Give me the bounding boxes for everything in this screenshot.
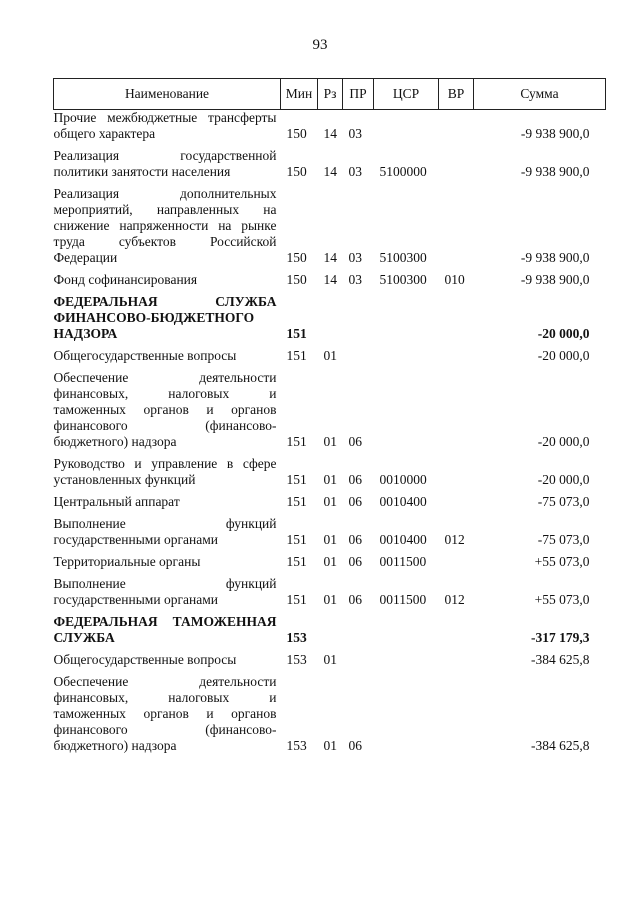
cell-min: 150 [286, 250, 307, 265]
cell-pr: 06 [348, 434, 362, 449]
cell-rz [318, 614, 343, 646]
row-spacer [54, 754, 606, 760]
cell-sum: -384 625,8 [531, 738, 590, 753]
cell-min: 151 [286, 554, 307, 569]
table-row [54, 370, 606, 450]
cell-pr [343, 614, 374, 646]
cell-rz: 14 [323, 126, 337, 141]
header-name: Наименование [54, 79, 281, 110]
cell-pr: 03 [348, 250, 362, 265]
cell-vr: 012 [444, 532, 465, 547]
cell-name: ФЕДЕРАЛЬНАЯ СЛУЖБА ФИНАНСОВО-БЮДЖЕТНОГО НАДЗОРА [53, 294, 277, 341]
header-csr: ЦСР [374, 79, 439, 110]
cell-rz: 14 [323, 250, 337, 265]
cell-rz: 01 [323, 652, 337, 667]
table-row [54, 614, 606, 646]
cell-rz: 01 [323, 738, 337, 753]
header-vr: ВР [439, 79, 474, 110]
cell-csr: 5100000 [379, 164, 427, 179]
header-min: Мин [281, 79, 318, 110]
cell-sum: +55 073,0 [534, 592, 590, 607]
cell-min: 151 [286, 592, 307, 607]
cell-vr [439, 674, 474, 754]
cell-pr: 06 [348, 554, 362, 569]
table-row [54, 674, 606, 754]
cell-sum: +55 073,0 [534, 554, 590, 569]
cell-name: Обеспечение деятельности финансовых, налоговых и таможенных органов и органов финансового (финансово-бюджетного) надзора [53, 370, 277, 449]
cell-rz: 01 [323, 554, 337, 569]
cell-name: Прочие межбюджетные трансферты общего характера [53, 110, 277, 141]
cell-sum: -20 000,0 [537, 326, 590, 341]
cell-vr [439, 652, 474, 668]
cell-name: Выполнение функций государственными органами [53, 576, 277, 607]
cell-csr [374, 370, 439, 450]
cell-rz: 01 [323, 472, 337, 487]
table-row [54, 554, 606, 570]
cell-min: 151 [286, 348, 307, 363]
cell-vr: 012 [444, 592, 465, 607]
cell-pr: 06 [348, 592, 362, 607]
cell-vr [439, 494, 474, 510]
cell-sum: -9 938 900,0 [520, 126, 590, 141]
table-row [54, 272, 606, 288]
cell-csr [374, 674, 439, 754]
cell-min: 150 [286, 272, 307, 287]
cell-pr: 06 [348, 472, 362, 487]
cell-csr: 5100300 [379, 272, 427, 287]
cell-sum: -9 938 900,0 [520, 164, 590, 179]
table-row [54, 110, 606, 143]
table-row [54, 456, 606, 488]
cell-vr [439, 110, 474, 143]
cell-vr [439, 186, 474, 266]
cell-name: Территориальные органы [53, 554, 201, 569]
cell-min: 151 [286, 326, 307, 341]
cell-vr: 010 [444, 272, 465, 287]
cell-min: 153 [286, 652, 307, 667]
cell-pr: 03 [348, 126, 362, 141]
cell-csr [374, 348, 439, 364]
cell-csr [374, 294, 439, 342]
cell-pr: 06 [348, 494, 362, 509]
cell-csr: 0011500 [379, 592, 427, 607]
cell-min: 150 [286, 126, 307, 141]
cell-min: 151 [286, 494, 307, 509]
cell-vr [439, 554, 474, 570]
cell-name: Фонд софинансирования [53, 272, 198, 287]
cell-min: 151 [286, 532, 307, 547]
cell-sum: -9 938 900,0 [520, 250, 590, 265]
cell-min: 151 [286, 472, 307, 487]
cell-vr [439, 294, 474, 342]
cell-sum: -20 000,0 [537, 472, 590, 487]
table-row [54, 148, 606, 180]
table-row [54, 294, 606, 342]
cell-sum: -20 000,0 [537, 348, 590, 363]
cell-csr [374, 652, 439, 668]
cell-vr [439, 348, 474, 364]
cell-rz: 14 [323, 272, 337, 287]
cell-csr [374, 110, 439, 143]
cell-sum: -75 073,0 [537, 532, 590, 547]
table-row [54, 516, 606, 548]
cell-rz: 01 [323, 592, 337, 607]
cell-rz: 01 [323, 494, 337, 509]
header-rz: Рз [318, 79, 343, 110]
table-row [54, 652, 606, 668]
table-row [54, 186, 606, 266]
cell-name: Обеспечение деятельности финансовых, налоговых и таможенных органов и органов финансового (финансово-бюджетного) надзора [53, 674, 277, 753]
cell-csr: 0010400 [379, 532, 427, 547]
cell-rz: 14 [323, 164, 337, 179]
cell-name: Руководство и управление в сфере установленных функций [53, 456, 277, 487]
cell-name: Общегосударственные вопросы [53, 652, 237, 667]
cell-pr [343, 294, 374, 342]
cell-name: Реализация государственной политики занятости населения [53, 148, 277, 179]
cell-name: Центральный аппарат [53, 494, 180, 509]
row-spacer-cell [54, 754, 606, 760]
page-number: 93 [312, 37, 328, 53]
header-pr: ПР [343, 79, 374, 110]
cell-csr [374, 614, 439, 646]
table-row [54, 576, 606, 608]
cell-rz: 01 [323, 434, 337, 449]
cell-pr: 03 [348, 272, 362, 287]
cell-csr: 5100300 [379, 250, 427, 265]
cell-sum: -75 073,0 [537, 494, 590, 509]
cell-csr: 0010000 [379, 472, 427, 487]
table-row [54, 348, 606, 364]
cell-min: 151 [286, 434, 307, 449]
cell-sum: -9 938 900,0 [520, 272, 590, 287]
cell-pr: 03 [348, 164, 362, 179]
cell-sum: -20 000,0 [537, 434, 590, 449]
cell-vr [439, 456, 474, 488]
budget-table [53, 78, 606, 760]
cell-pr [343, 348, 374, 364]
cell-name: Общегосударственные вопросы [53, 348, 237, 363]
cell-pr: 06 [348, 738, 362, 753]
header-sum: Сумма [474, 79, 606, 110]
cell-min: 153 [286, 738, 307, 753]
cell-rz: 01 [323, 348, 337, 363]
cell-vr [439, 614, 474, 646]
cell-name: Выполнение функций государственными органами [53, 516, 277, 547]
cell-rz [318, 294, 343, 342]
cell-pr [343, 652, 374, 668]
cell-pr: 06 [348, 532, 362, 547]
table-header-row [54, 79, 606, 110]
cell-name: Реализация дополнительных мероприятий, направленных на снижение напряженности на рынке труда субъектов Российской Федерации [53, 186, 277, 265]
cell-csr: 0010400 [379, 494, 427, 509]
cell-vr [439, 370, 474, 450]
cell-sum: -384 625,8 [531, 652, 590, 667]
cell-min: 150 [286, 164, 307, 179]
table-row [54, 494, 606, 510]
cell-name: ФЕДЕРАЛЬНАЯ ТАМОЖЕННАЯ СЛУЖБА [53, 614, 277, 645]
cell-vr [439, 148, 474, 180]
cell-csr: 0011500 [379, 554, 427, 569]
cell-rz: 01 [323, 532, 337, 547]
cell-min: 153 [286, 630, 307, 645]
cell-sum: -317 179,3 [531, 630, 590, 645]
